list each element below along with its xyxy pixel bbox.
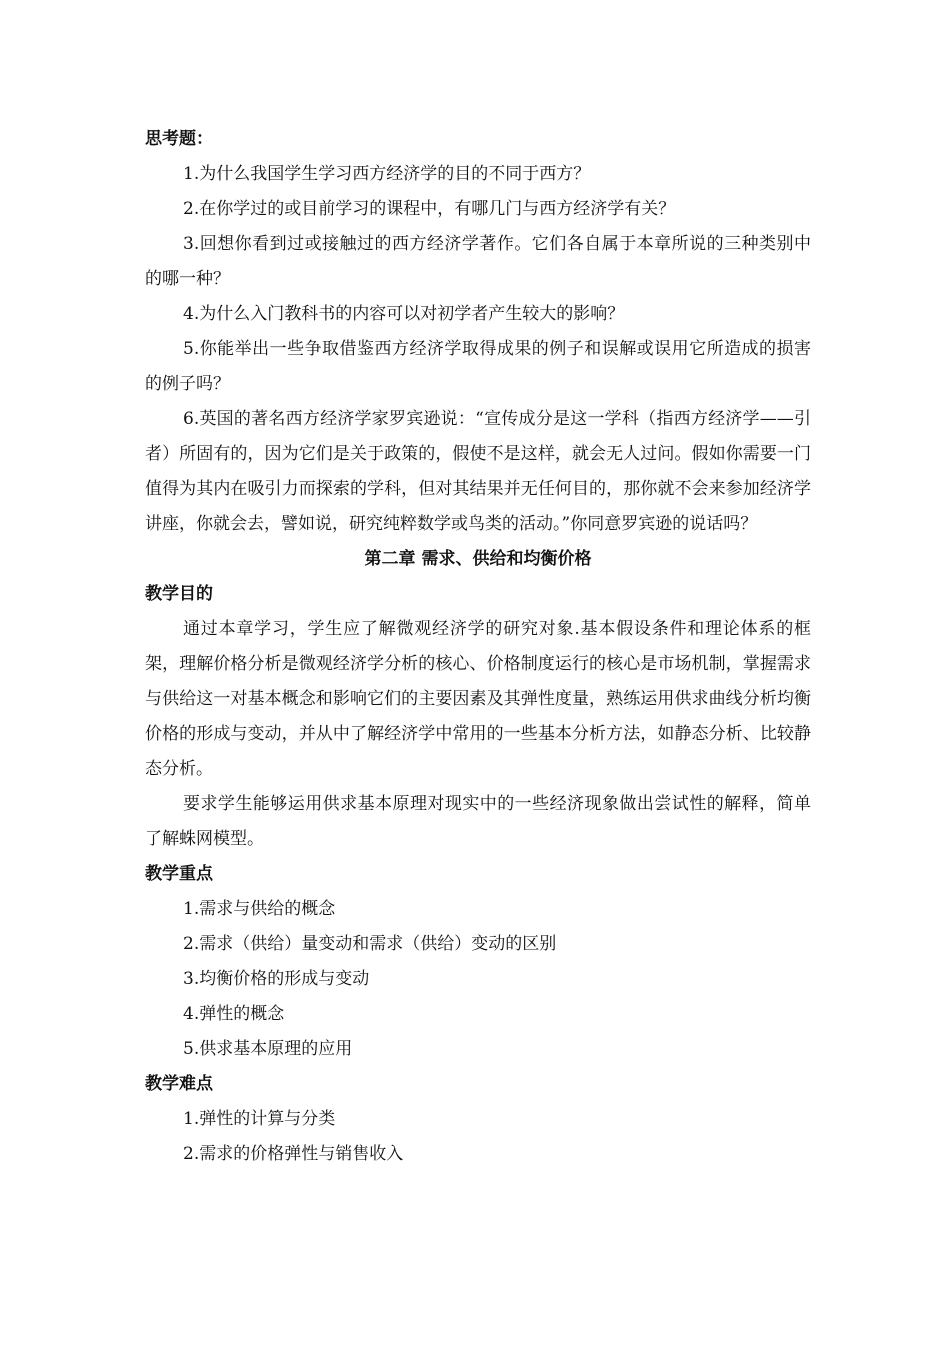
question-item: 2.在你学过的或目前学习的课程中，有哪几门与西方经济学有关？ [183,199,676,219]
difficulties-heading: 教学难点 [145,1074,213,1094]
questions-heading: 思考题： [145,129,213,149]
difficulty-item: 1.弹性的计算与分类 [183,1109,336,1129]
difficulty-item: 2.需求的价格弹性与销售收入 [183,1144,404,1164]
key-point-item: 4.弹性的概念 [183,1004,285,1024]
key-point-item: 3.均衡价格的形成与变动 [183,969,370,989]
question-item: 1.为什么我国学生学习西方经济学的目的不同于西方？ [183,164,591,184]
objectives-paragraph: 通过本章学习，学生应了解微观经济学的研究对象.基本假设条件和理论体系的框架，理解价格分析是微观经济学分析的核心、价格制度运行的核心是市场机制，掌握需求与供给这一对基本概念和影响它们的主要因素及其弹性度量，熟练运用供求曲线分析均衡价格的形成与变动，并从中了解经济学中常用的一些基本分析方法，如静态分析、比较静态分析。 [145,619,811,779]
key-point-item: 5.供求基本原理的应用 [183,1039,353,1059]
objectives-paragraph: 要求学生能够运用供求基本原理对现实中的一些经济现象做出尝试性的解释，简单了解蛛网模型。 [145,794,811,849]
question-item: 4.为什么入门教科书的内容可以对初学者产生较大的影响？ [183,304,625,324]
key-point-item: 2.需求（供给）量变动和需求（供给）变动的区别 [183,934,557,954]
question-item: 3.回想你看到过或接触过的西方经济学著作。它们各自属于本章所说的三种类别中的哪一种？ [145,234,811,289]
question-item: 6.英国的著名西方经济学家罗宾逊说：“宣传成分是这一学科（指西方经济学——引者）所固有的，因为它们是关于政策的，假使不是这样，就会无人过问。假如你需要一门值得为其内在吸引力而探索的学科，但对其结果并无任何目的，那你就不会来参加经济学讲座，你就会去，譬如说，研究纯粹数学或鸟类的活动。”你同意罗宾逊的说话吗？ [145,409,811,534]
objectives-heading: 教学目的 [145,584,213,604]
key-points-heading: 教学重点 [145,864,213,884]
page-content [145,122,811,1172]
chapter-title: 第二章 需求、供给和均衡价格 [364,549,592,569]
question-item: 5.你能举出一些争取借鉴西方经济学取得成果的例子和误解或误用它所造成的损害的例子吗？ [145,339,811,394]
key-point-item: 1.需求与供给的概念 [183,899,336,919]
